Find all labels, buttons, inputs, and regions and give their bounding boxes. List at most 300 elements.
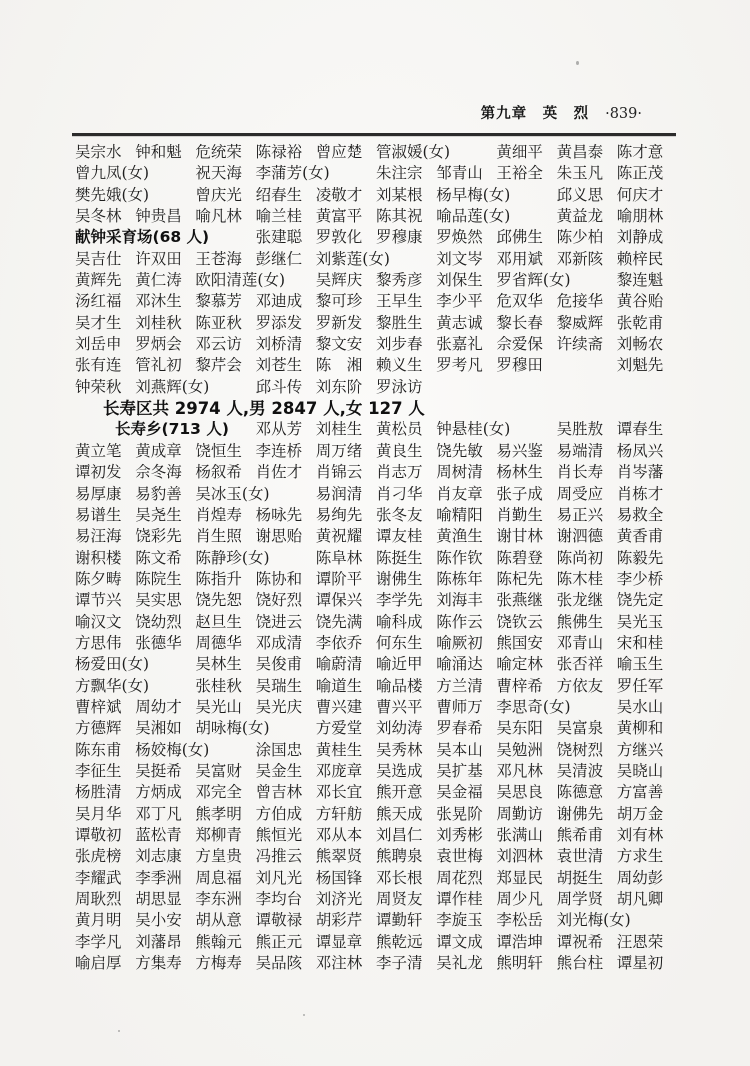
- name-entry: 陈协和: [255, 569, 303, 588]
- name-entry: 吴勉洲: [496, 740, 543, 759]
- name-entry: 吴俊甫: [255, 655, 303, 674]
- name-entry: 黄志诚: [436, 313, 483, 332]
- name-entry: 陈 湘: [315, 356, 363, 375]
- name-entry: 吴冬林: [75, 207, 122, 226]
- name-entry: 吴才生: [75, 313, 122, 332]
- table-row: [75, 889, 677, 910]
- chapter-title: 第九章 英 烈: [480, 106, 590, 122]
- name-entry: 朱玉凡: [556, 164, 604, 183]
- name-entry: 方梅寿: [195, 954, 242, 973]
- name-entry: 饶恒生: [195, 441, 242, 460]
- name-entry: 罗新发: [315, 313, 363, 332]
- table-row: [75, 291, 677, 312]
- name-entry: 罗敦化: [315, 228, 363, 247]
- table-row: [75, 334, 677, 355]
- name-entry: 邓完全: [195, 783, 242, 802]
- name-entry: 方兰清: [436, 676, 483, 695]
- name-entry: 陈作云: [436, 612, 483, 631]
- table-row: [75, 825, 677, 846]
- name-entry: 杨胜清: [75, 783, 122, 802]
- name-entry: 罗炳会: [135, 335, 182, 354]
- name-entry: 刘秀彬: [436, 826, 483, 844]
- table-row: [75, 505, 677, 526]
- name-entry: 周幼才: [135, 697, 182, 716]
- name-entry: 罗春希: [436, 719, 483, 738]
- name-entry: 黄桂生: [315, 740, 363, 759]
- table-row: [75, 462, 677, 483]
- name-entry: 罗穆康: [376, 228, 423, 247]
- name-entry: 吴扩基: [436, 761, 483, 780]
- name-entry: 张虎榜: [75, 847, 122, 866]
- name-entry: 吴东阳: [496, 719, 543, 738]
- name-entry: 陈阜林: [315, 548, 363, 567]
- name-entry: 方集寿: [135, 954, 182, 973]
- name-entry: 周少凡: [496, 890, 543, 909]
- name-entry: 邓长宜: [315, 783, 363, 802]
- name-entry: 肖勤生: [496, 505, 543, 524]
- name-entry: 喻蔚清: [315, 655, 363, 674]
- name-entry: 邓青山: [556, 633, 604, 652]
- name-entry: 肖志万: [376, 463, 423, 482]
- name-entry: 刘有林: [616, 826, 664, 844]
- name-entry: 管淑媛(女): [376, 143, 451, 161]
- name-entry: 肖岑藩: [616, 463, 664, 482]
- name-entry: 方轩舫: [315, 804, 363, 823]
- name-entry: 邓凡林: [496, 761, 543, 780]
- name-entry: 黄仁涛: [135, 271, 182, 290]
- name-entry: 吴金福: [436, 783, 483, 802]
- name-entry: 周万绪: [315, 441, 363, 460]
- name-entry: 宋和桂: [616, 633, 664, 652]
- name-entry: 易谱生: [75, 505, 122, 524]
- name-entry: 袁世梅: [436, 847, 483, 866]
- header-divider: [72, 133, 676, 136]
- name-entry: 陈栋年: [436, 569, 483, 588]
- name-entry: 李季洲: [135, 868, 182, 887]
- name-entry: 李旋玉: [436, 911, 483, 930]
- name-entry: 刘桂秋: [135, 313, 182, 332]
- name-entry: 吴金生: [255, 761, 303, 780]
- name-entry: 黄辉先: [75, 271, 122, 290]
- name-entry: 邹青山: [436, 164, 483, 183]
- name-entry: 陈作钦: [436, 548, 483, 567]
- name-entry: 周树清: [436, 463, 483, 482]
- name-entry: 刘凡光: [255, 868, 303, 887]
- name-entry: 黄月明: [75, 911, 122, 930]
- name-entry: 谭节兴: [75, 591, 122, 610]
- name-entry: 张有连: [75, 356, 122, 375]
- name-entry: 刘光梅(女): [556, 911, 631, 930]
- name-entry: 喻道生: [315, 676, 363, 695]
- table-row: [75, 804, 677, 825]
- name-entry: 谢积楼: [75, 548, 122, 567]
- name-entry: 熊孝明: [195, 804, 242, 823]
- name-entry: 谭阶平: [315, 569, 363, 588]
- table-row: [75, 697, 677, 718]
- name-entry: 吴实思: [135, 591, 182, 610]
- name-entry: 陈院生: [135, 569, 182, 588]
- page-number: ·839·: [605, 106, 642, 122]
- name-entry: 方飘华(女): [75, 676, 150, 695]
- table-row: [75, 846, 677, 867]
- name-entry: 李思奇(女): [496, 697, 571, 716]
- name-entry: 熊乾远: [376, 932, 423, 951]
- name-entry: 陈东甫: [75, 740, 122, 759]
- name-entry: 钟荣秋: [75, 377, 122, 396]
- table-row: [75, 633, 677, 654]
- name-entry: 刘志康: [135, 847, 182, 866]
- name-entry: 饶先满: [315, 612, 363, 631]
- table-row: [75, 185, 677, 206]
- name-entry: 曹兴建: [315, 697, 363, 716]
- name-entry: 周贤友: [376, 890, 423, 909]
- name-entry: 易豹善: [135, 484, 182, 503]
- name-entry: 李少桥: [616, 569, 664, 588]
- name-entry: 易正兴: [556, 505, 604, 524]
- name-entry: 黄成章: [135, 441, 182, 460]
- name-entry: 周幼彭: [616, 868, 664, 887]
- section-heading: 献钟采育场(68 人): [75, 228, 210, 247]
- name-entry: 肖刁华: [376, 484, 423, 503]
- name-entry: 易端清: [556, 441, 604, 460]
- name-entry: 邱义思: [556, 185, 604, 204]
- name-entry: 陈其祝: [376, 207, 423, 226]
- name-entry: 陈少柏: [556, 228, 604, 247]
- name-entry: 黎连魁: [616, 271, 664, 290]
- table-row: [75, 548, 677, 569]
- name-entry: 郑柳青: [195, 826, 242, 844]
- name-entry: 曹梓斌: [75, 697, 122, 716]
- name-entry: 吴水山: [616, 697, 664, 716]
- name-entry: 黄立笔: [75, 441, 122, 460]
- table-row: [75, 313, 677, 334]
- name-entry: 张子成: [496, 484, 543, 503]
- name-entry: 周学贤: [556, 890, 604, 909]
- name-entry: 喻厥初: [436, 633, 483, 652]
- name-entry: 吴本山: [436, 740, 483, 759]
- name-entry: 李学先: [376, 591, 423, 610]
- name-entry: 危双华: [496, 292, 543, 311]
- name-entry: 吴光庆: [255, 697, 303, 716]
- table-row: [75, 206, 677, 227]
- name-entry: 黎秀彦: [376, 271, 423, 290]
- scan-dust-speck: [660, 252, 662, 254]
- name-entry: 谭敬禄: [255, 911, 303, 930]
- name-entry: 杨爱田(女): [75, 655, 150, 674]
- name-entry: 吴挺希: [135, 761, 182, 780]
- name-entry: 李依乔: [315, 633, 363, 652]
- name-entry: 李东洲: [195, 890, 242, 909]
- name-entry: 刘昌仁: [376, 826, 423, 844]
- name-entry: 李征生: [75, 761, 122, 780]
- name-entry: 喻玉生: [616, 655, 664, 674]
- name-entry: 吴光玉: [616, 612, 664, 631]
- name-entry: 黄松员: [376, 420, 423, 439]
- name-entry: 谢佛先: [556, 804, 604, 823]
- name-entry: 吴光山: [195, 697, 242, 716]
- name-entry: 张桂秋: [195, 676, 242, 695]
- name-entry: 肖友章: [436, 484, 483, 503]
- name-entry: 黎文安: [315, 335, 363, 354]
- name-entry: 饶先定: [616, 591, 664, 610]
- name-entry: 吴小安: [135, 911, 182, 930]
- name-entry: 吴尧生: [135, 505, 182, 524]
- name-entry: 熊国安: [496, 633, 543, 652]
- name-entry: 罗任军: [616, 676, 664, 695]
- name-entry: 熊明轩: [496, 954, 543, 973]
- name-entry: 谭祝希: [556, 932, 604, 951]
- name-entry: 喻精阳: [436, 505, 483, 524]
- name-entry: 谭显章: [315, 932, 363, 951]
- table-row: [75, 398, 677, 419]
- name-entry: 刘藩昂: [135, 932, 182, 951]
- martyrs-name-table: [75, 142, 677, 974]
- table-row: [75, 249, 677, 270]
- name-entry: 许双田: [135, 249, 182, 268]
- name-entry: 肖佐才: [255, 463, 303, 482]
- name-entry: 吴富泉: [556, 719, 604, 738]
- name-entry: 杨叙希: [195, 463, 242, 482]
- name-entry: 熊希甫: [556, 826, 604, 844]
- name-entry: 方继兴: [616, 740, 664, 759]
- table-row: [75, 270, 677, 291]
- name-entry: 钟悬桂(女): [436, 420, 511, 439]
- name-entry: 喻近甲: [376, 655, 423, 674]
- name-entry: 陈木桂: [556, 569, 604, 588]
- table-row: [75, 910, 677, 931]
- name-entry: 饶彩先: [135, 527, 182, 546]
- name-entry: 邓迪成: [255, 292, 303, 311]
- name-entry: 罗穆田: [496, 356, 543, 375]
- name-entry: 何东生: [376, 633, 423, 652]
- name-entry: 易厚康: [75, 484, 122, 503]
- name-entry: 刘桥清: [255, 335, 303, 354]
- name-entry: 邓沐生: [135, 292, 182, 311]
- name-entry: 李蒲芳(女): [255, 164, 330, 183]
- name-entry: 李学凡: [75, 932, 122, 951]
- name-entry: 黄昌泰: [556, 143, 604, 161]
- name-entry: 刘海丰: [436, 591, 483, 610]
- name-entry: 李耀武: [75, 868, 122, 887]
- name-entry: 刘畅农: [616, 335, 664, 354]
- name-entry: 刘静成: [616, 228, 664, 247]
- name-entry: 冯推云: [255, 847, 303, 866]
- name-entry: 杨国锋: [315, 868, 363, 887]
- name-entry: 刘燕辉(女): [135, 377, 210, 396]
- name-entry: 黎长春: [496, 313, 543, 332]
- section-heading: 长寿乡(713 人): [115, 420, 229, 439]
- name-entry: 邓从本: [315, 826, 363, 844]
- name-entry: 黄香甫: [616, 527, 664, 546]
- name-entry: 张建聪: [255, 228, 303, 247]
- name-entry: 刘紫莲(女): [315, 249, 390, 268]
- name-entry: 饶进云: [255, 612, 303, 631]
- name-entry: 赖梓民: [616, 249, 664, 268]
- name-entry: 刘岳申: [75, 335, 122, 354]
- name-entry: 喻汉文: [75, 612, 122, 631]
- name-entry: 李连桥: [255, 441, 303, 460]
- table-row: [75, 612, 677, 633]
- scan-dust-speck: [303, 1014, 305, 1016]
- name-entry: 王苍海: [195, 249, 242, 268]
- name-entry: 黄良生: [376, 441, 423, 460]
- name-entry: 喻朋林: [616, 207, 664, 226]
- name-entry: 郑显民: [496, 868, 543, 887]
- name-entry: 邓丁凡: [135, 804, 182, 823]
- name-entry: 吴思良: [496, 783, 543, 802]
- name-entry: 杨凤兴: [616, 441, 664, 460]
- table-row: [75, 868, 677, 889]
- name-entry: 佘爱保: [496, 335, 543, 354]
- name-entry: 张嘉礼: [436, 335, 483, 354]
- table-row: [75, 163, 677, 184]
- name-entry: 方伯成: [255, 804, 303, 823]
- name-entry: 喻凡林: [195, 207, 242, 226]
- name-entry: 喻启厚: [75, 954, 122, 973]
- name-entry: 佘冬海: [135, 463, 182, 482]
- table-row: [75, 484, 677, 505]
- name-entry: 方炳成: [135, 783, 182, 802]
- name-entry: 罗考凡: [436, 356, 483, 375]
- name-entry: 黎威辉: [556, 313, 604, 332]
- name-entry: 方思伟: [75, 633, 122, 652]
- name-entry: 陈静珍(女): [195, 548, 270, 567]
- name-entry: 曾吉林: [255, 783, 303, 802]
- table-row: [75, 419, 677, 440]
- name-entry: 谢思贻: [255, 527, 303, 546]
- name-entry: 管礼初: [135, 356, 182, 375]
- name-entry: 饶钦云: [496, 612, 543, 631]
- name-entry: 曹兴平: [376, 697, 423, 716]
- name-entry: 胡凡卿: [616, 890, 664, 909]
- name-entry: 吴胜敖: [556, 420, 604, 439]
- name-entry: 喻定林: [496, 655, 543, 674]
- name-entry: 刘济光: [315, 890, 363, 909]
- name-entry: 张满山: [496, 826, 543, 844]
- table-row: [75, 569, 677, 590]
- name-entry: 张冬友: [376, 505, 423, 524]
- table-row: [75, 953, 677, 974]
- name-entry: 熊开意: [376, 783, 423, 802]
- name-entry: 邓长根: [376, 868, 423, 887]
- name-entry: 邓云访: [195, 335, 242, 354]
- name-entry: 罗泳访: [376, 377, 423, 396]
- table-row: [75, 654, 677, 675]
- name-entry: 张否祥: [556, 655, 604, 674]
- table-row: [75, 355, 677, 376]
- name-entry: 熊恒光: [255, 826, 303, 844]
- name-entry: 谭文成: [436, 932, 483, 951]
- name-entry: 钟和魁: [135, 143, 182, 161]
- name-entry: 熊翠贤: [315, 847, 363, 866]
- name-entry: 吴富财: [195, 761, 242, 780]
- name-entry: 张燕继: [496, 591, 543, 610]
- name-entry: 胡咏梅(女): [195, 719, 270, 738]
- table-row: [75, 142, 677, 163]
- name-entry: 陈碧登: [496, 548, 543, 567]
- name-entry: 周息福: [195, 868, 242, 887]
- name-entry: 邱斗传: [255, 377, 303, 396]
- name-entry: 曹师万: [436, 697, 483, 716]
- name-entry: 饶树烈: [556, 740, 604, 759]
- name-entry: 刘保生: [436, 271, 483, 290]
- name-entry: 钟贵昌: [135, 207, 182, 226]
- table-row: [75, 718, 677, 739]
- name-entry: 谭春生: [616, 420, 664, 439]
- name-entry: 吴选成: [376, 761, 423, 780]
- name-entry: 胡彩芹: [315, 911, 363, 930]
- name-entry: 谭星初: [616, 954, 664, 973]
- name-entry: 谭敬初: [75, 826, 122, 844]
- name-entry: 绍春生: [255, 185, 303, 204]
- name-entry: 吴冰玉(女): [195, 484, 270, 503]
- name-entry: 谭保兴: [315, 591, 363, 610]
- name-entry: 黎芹会: [195, 356, 242, 375]
- name-entry: 易救全: [616, 505, 664, 524]
- name-entry: 吴月华: [75, 804, 122, 823]
- name-entry: 蓝松青: [135, 826, 182, 844]
- name-entry: 陈尚初: [556, 548, 604, 567]
- name-entry: 胡从意: [195, 911, 242, 930]
- name-entry: 刘某根: [376, 185, 423, 204]
- name-entry: 曹梓希: [496, 676, 543, 695]
- table-row: [75, 441, 677, 462]
- name-entry: 王早生: [376, 292, 423, 311]
- name-entry: 曾庆光: [195, 185, 242, 204]
- name-entry: 欧阳清莲(女): [195, 271, 285, 290]
- name-entry: 刘魁先: [616, 356, 664, 375]
- name-entry: 吴吉仕: [75, 249, 122, 268]
- name-entry: 谢佛生: [376, 569, 423, 588]
- name-entry: 喻品莲(女): [436, 207, 511, 226]
- name-entry: 周受应: [556, 484, 604, 503]
- name-entry: 肖生照: [195, 527, 242, 546]
- name-entry: 邓新陔: [556, 249, 604, 268]
- name-entry: 谢泗德: [556, 527, 604, 546]
- name-entry: 谭友桂: [376, 527, 423, 546]
- name-entry: 杨姣梅(女): [135, 740, 210, 759]
- name-entry: 黎慕芳: [195, 292, 242, 311]
- scan-dust-speck: [118, 1030, 120, 1032]
- name-entry: 喻科成: [376, 612, 423, 631]
- name-entry: 彭继仁: [255, 249, 303, 268]
- name-entry: 李均台: [255, 890, 303, 909]
- name-entry: 方德辉: [75, 719, 122, 738]
- name-entry: 易润清: [315, 484, 363, 503]
- name-entry: 刘泗林: [496, 847, 543, 866]
- name-entry: 陈杞先: [496, 569, 543, 588]
- name-entry: 谭勤轩: [376, 911, 423, 930]
- name-entry: 周耿烈: [75, 890, 122, 909]
- name-entry: 樊先娥(女): [75, 185, 150, 204]
- name-entry: 吴晓山: [616, 761, 664, 780]
- name-entry: 刘苍生: [255, 356, 303, 375]
- name-entry: 陈夕畴: [75, 569, 122, 588]
- name-entry: 谭浩坤: [496, 932, 543, 951]
- name-entry: 赖义生: [376, 356, 423, 375]
- name-entry: 熊佛生: [556, 612, 604, 631]
- name-entry: 杨林生: [496, 463, 543, 482]
- name-entry: 饶先敏: [436, 441, 483, 460]
- name-entry: 黄细平: [496, 143, 543, 161]
- name-entry: 熊天成: [376, 804, 423, 823]
- name-entry: 陈亚秋: [195, 313, 242, 332]
- name-entry: 陈正茂: [616, 164, 664, 183]
- name-entry: 朱注宗: [376, 164, 423, 183]
- name-entry: 饶幼烈: [135, 612, 182, 631]
- name-entry: 邓成清: [255, 633, 303, 652]
- name-entry: 方依友: [556, 676, 604, 695]
